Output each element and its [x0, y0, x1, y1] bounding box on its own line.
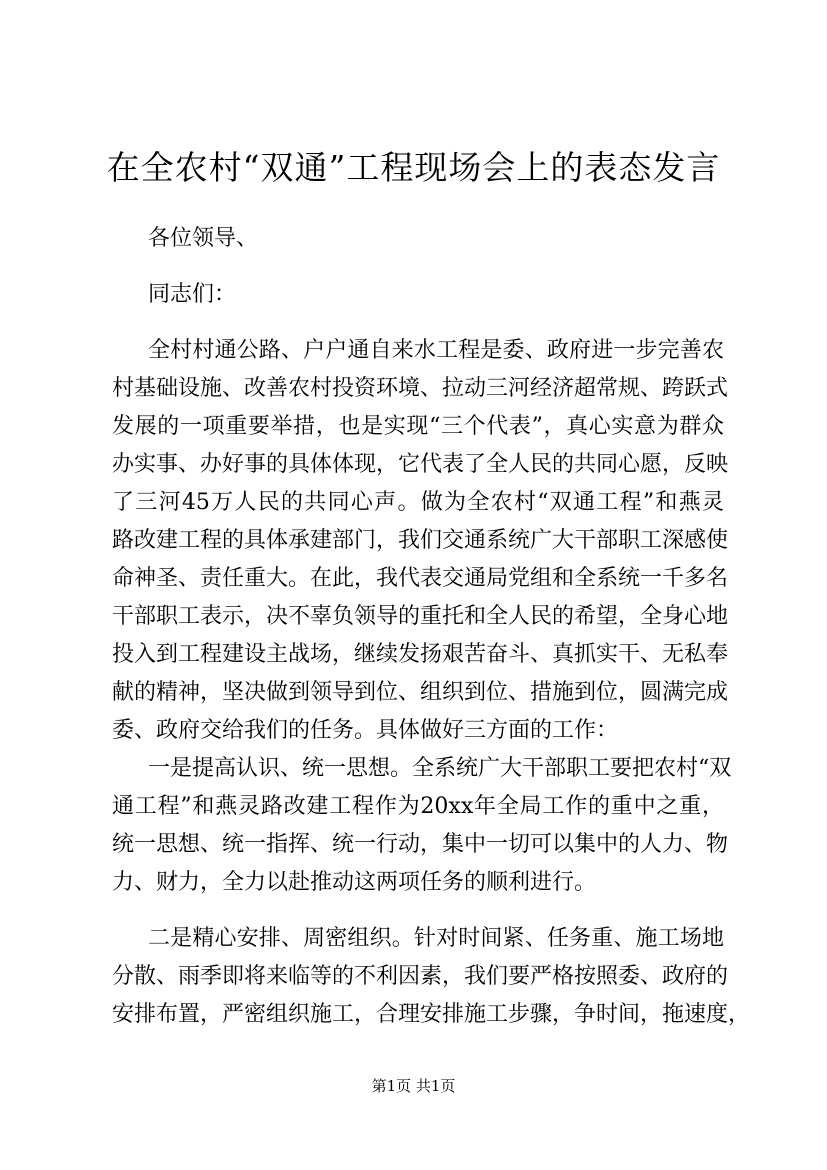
document-title: 在全农村“双通”工程现场会上的表态发言 [106, 148, 721, 187]
paragraph-line: 命神圣、责任重大。在此，我代表交通局党组和全系统一千多名 [112, 566, 729, 591]
paragraph-line: 村基础设施、改善农村投资环境、拉动三河经济超常规、跨跃式 [112, 376, 729, 401]
page-footer: 第1页 共1页 [371, 1077, 456, 1095]
paragraph-line: 办实事、办好事的具体体现，它代表了全人民的共同心愿，反映 [112, 452, 729, 477]
paragraph-line: 路改建工程的具体承建部门，我们交通系统广大干部职工深感使 [112, 528, 729, 553]
paragraph-2 [112, 750, 732, 902]
paragraph-line: 安排布置，严密组织施工，合理安排施工步骤，争时间，拖速度， [112, 1002, 751, 1027]
paragraph-line: 了三河45万人民的共同心声。做为全农村“双通工程”和燕灵 [112, 490, 724, 515]
paragraph-line: 一是提高认识、统一思想。全系统广大干部职工要把农村“双 [148, 756, 732, 781]
paragraph-line: 通工程”和燕灵路改建工程作为20xx年全局工作的重中之重， [112, 794, 724, 819]
paragraph-line: 献的精神，坚决做到领导到位、组织到位、措施到位，圆满完成 [112, 680, 729, 705]
paragraph-line: 全村村通公路、户户通自来水工程是委、政府进一步完善农 [148, 338, 724, 363]
paragraph-line: 干部职工表示，决不辜负领导的重托和全人民的希望，全身心地 [112, 604, 729, 629]
paragraph-3 [112, 920, 751, 1034]
salutation-line-1: 各位领导、 [148, 226, 259, 251]
paragraph-line: 委、政府交给我们的任务。具体做好三方面的工作： [112, 718, 619, 743]
paragraph-line: 分散、雨季即将来临等的不利因素，我们要严格按照委、政府的 [112, 964, 729, 989]
paragraph-line: 统一思想、统一指挥、统一行动，集中一切可以集中的人力、物 [112, 832, 729, 857]
salutation-line-2: 同志们： [148, 282, 237, 307]
paragraph-line: 投入到工程建设主战场，继续发扬艰苦奋斗、真抓实干、无私奉 [112, 642, 729, 667]
paragraph-1 [112, 332, 729, 750]
document-body [112, 220, 751, 1034]
paragraph-line: 二是精心安排、周密组织。针对时间紧、任务重、施工场地 [148, 926, 724, 951]
paragraph-line: 发展的一项重要举措，也是实现“三个代表”，真心实意为群众 [112, 414, 724, 439]
paragraph-line: 力、财力，全力以赴推动这两项任务的顺利进行。 [112, 870, 597, 895]
